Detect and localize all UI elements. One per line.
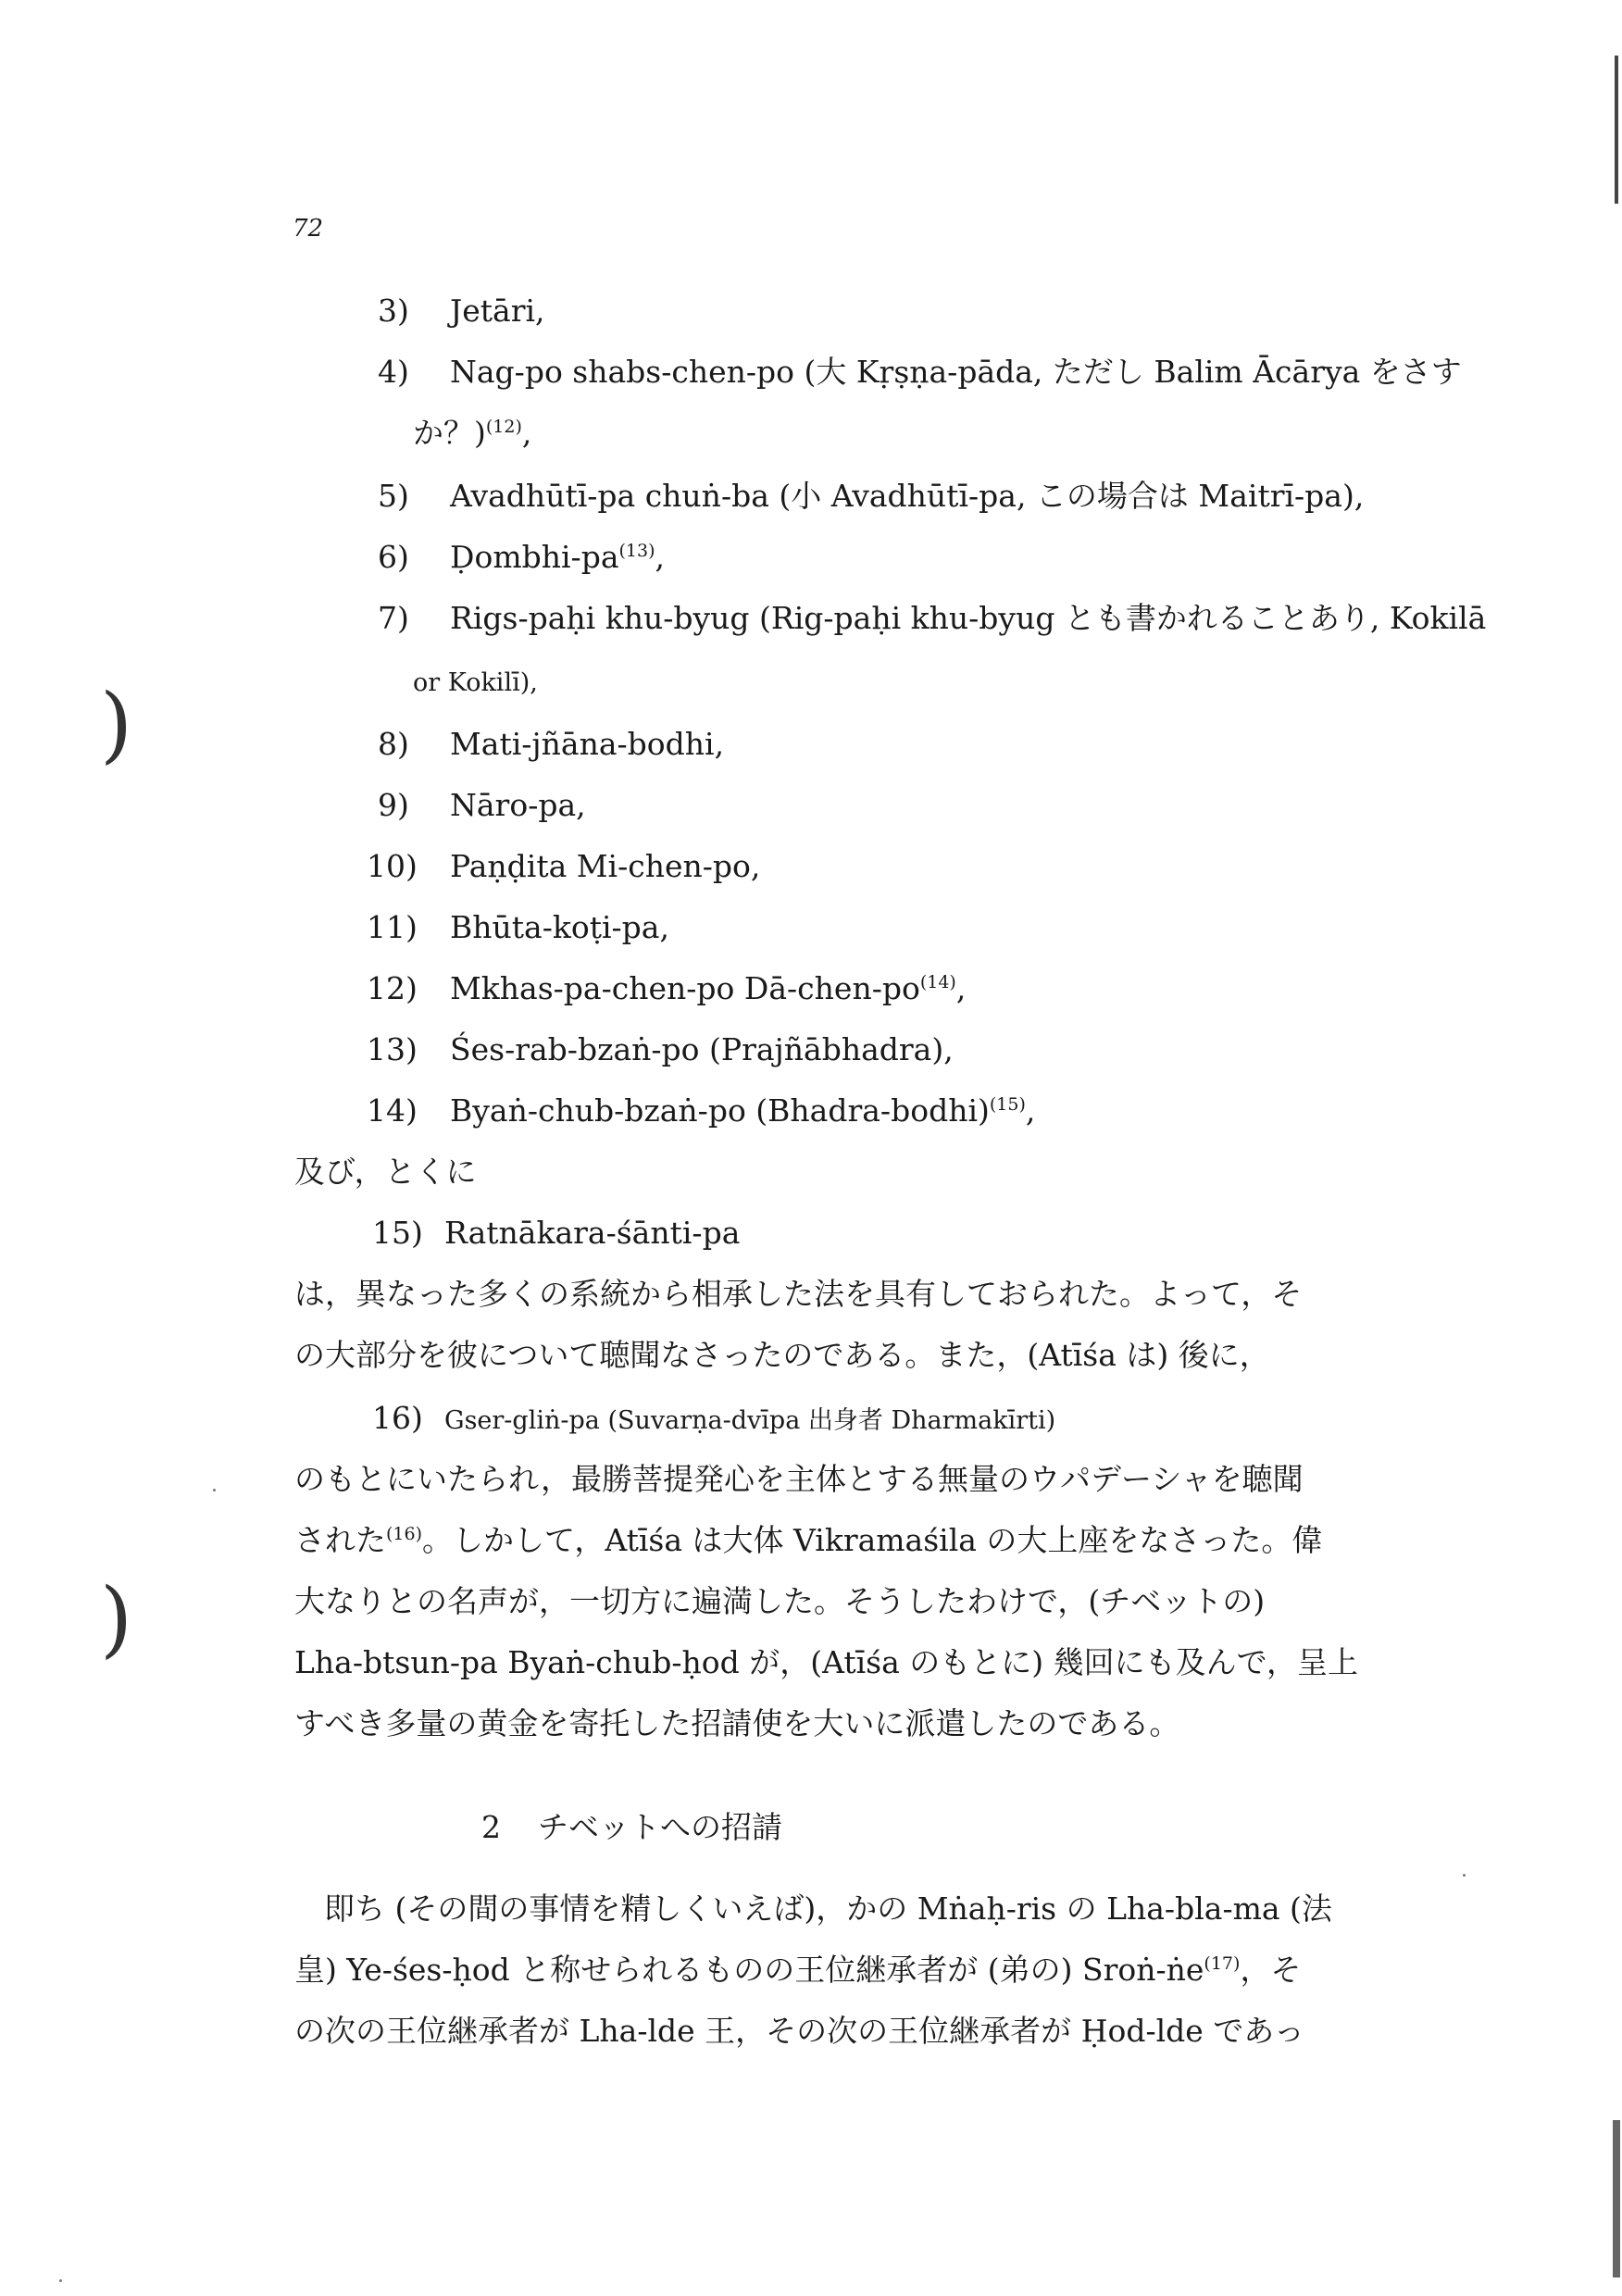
item-number: 4) bbox=[378, 354, 409, 390]
item-number: 13) bbox=[367, 1031, 418, 1067]
item-text: Śes-rab-bzaṅ-po (Prajñābhadra), bbox=[450, 1031, 954, 1067]
item-text: Jetāri, bbox=[450, 293, 545, 329]
item-text: Ḍombhi-pa bbox=[450, 539, 619, 575]
footnote-ref: (15) bbox=[989, 1094, 1026, 1115]
item-text: Bhūta-koṭi-pa, bbox=[450, 909, 669, 945]
list-item bbox=[378, 600, 1486, 637]
paragraph-line: Lha-btsun-pa Byaṅ-chub-ḥod が，(Atīśa のもとに) 幾回にも及んで，呈上 bbox=[294, 1644, 1358, 1680]
item-text: Nag-po shabs-chen-po (大 Kṛṣṇa-pāda, ただし Balim Ācārya をさす bbox=[450, 354, 1462, 390]
list-item bbox=[378, 354, 1462, 391]
item-number: 16) bbox=[372, 1400, 423, 1436]
list-item bbox=[367, 909, 669, 946]
list-item bbox=[367, 848, 760, 885]
binding-hole-mark: ) bbox=[100, 1570, 133, 1667]
item-number: 3) bbox=[378, 293, 409, 329]
list-item-continuation: or Kokilī), bbox=[413, 668, 538, 697]
list-item bbox=[372, 1400, 1055, 1440]
footnote-ref: (16) bbox=[386, 1524, 423, 1544]
item-text: Byaṅ-chub-bzaṅ-po (Bhadra-bodhi) bbox=[450, 1092, 990, 1129]
connector-text: 及び，とくに bbox=[294, 1154, 477, 1190]
item-text: Avadhūtī-pa chuṅ-ba (小 Avadhūtī-pa, この場合は Maitrī-pa), bbox=[450, 478, 1365, 514]
list-item bbox=[378, 726, 724, 763]
footnote-ref: (17) bbox=[1204, 1953, 1241, 1974]
item-text: Paṇḍita Mi-chen-po, bbox=[450, 848, 761, 884]
page-number: 72 bbox=[293, 215, 324, 243]
paragraph-line: 皇) Ye-śes-ḥod と称せられるものの王位継承者が (弟の) Sroṅ-ṅe$^{(17)}$，そ bbox=[294, 1952, 1302, 1988]
list-item bbox=[378, 293, 545, 330]
item-number: 15) bbox=[372, 1215, 423, 1251]
item-number: 10) bbox=[367, 848, 418, 884]
item-number: 8) bbox=[378, 726, 409, 762]
item-number: 5) bbox=[378, 478, 409, 514]
list-item bbox=[378, 787, 586, 824]
item-text: Mkhas-pa-chen-po Dā-chen-po bbox=[450, 970, 920, 1006]
list-item: 6) Ḍombhi-$pa^{(13)}$, bbox=[378, 539, 666, 575]
item-number: 11) bbox=[367, 909, 418, 945]
binding-hole-mark: ) bbox=[100, 676, 133, 773]
paragraph-line: の大部分を彼について聴聞なさったのである。また，(Atīśa は) 後に， bbox=[294, 1337, 1270, 1373]
item-text: Mati-jñāna-bodhi, bbox=[450, 726, 725, 762]
paragraph-line: された$^{(16)}$。しかして，Atīśa は大体 Vikramaśila の大上座をなさった。偉 bbox=[294, 1522, 1323, 1558]
paragraph-line: は，異なった多くの系統から相承した法を具有しておられた。よって，そ bbox=[294, 1276, 1303, 1312]
paragraph-line: のもとにいたられ，最勝菩提発心を主体とする無量のウパデーシャを聴聞 bbox=[294, 1461, 1304, 1497]
list-item-continuation: か？)$^{(12)}$, bbox=[413, 415, 532, 451]
item-text: Nāro-pa, bbox=[450, 787, 586, 823]
item-text: Ratnākara-śānti-pa bbox=[444, 1215, 741, 1251]
item-number: 9) bbox=[378, 787, 409, 823]
item-text: Rigs-paḥi khu-byug (Rig-paḥi khu-byug とも書かれることあり, Kokilā bbox=[450, 600, 1487, 636]
footnote-ref: (13) bbox=[618, 541, 655, 561]
item-number: 6) bbox=[378, 539, 409, 575]
item-number: 7) bbox=[378, 600, 409, 636]
section-number: 2 bbox=[481, 1809, 501, 1845]
list-item: 12) Mkhas-pa-chen-po $Dā-chen-po^{(14)}$, bbox=[367, 970, 967, 1006]
paragraph-line: すべき多量の黄金を寄托した招請使を大いに派遣したのである。 bbox=[294, 1705, 1180, 1741]
scan-edge-shadow bbox=[1615, 56, 1618, 204]
footnote-ref: (12) bbox=[485, 417, 522, 437]
section-title: チベットへの招請 bbox=[538, 1809, 782, 1845]
scan-speck bbox=[1463, 1874, 1466, 1877]
paragraph-line: の次の王位継承者が Lha-lde 王，その次の王位継承者が Ḥod-lde であっ bbox=[294, 2013, 1304, 2049]
item-number: 14) bbox=[367, 1092, 418, 1129]
item-number: 12) bbox=[367, 970, 418, 1006]
paragraph-line: 即ち (その間の事情を精しくいえば)，かの Mṅaḥ-ris の Lha-bla-ma (法 bbox=[324, 1890, 1332, 1927]
scan-edge-shadow bbox=[1613, 2120, 1620, 2277]
section-heading bbox=[481, 1803, 782, 1847]
scan-speck bbox=[59, 2279, 62, 2282]
list-item bbox=[378, 478, 1364, 515]
list-item bbox=[367, 1031, 954, 1068]
footnote-ref: (14) bbox=[919, 972, 956, 992]
paragraph-line: 大なりとの名声が，一切方に遍満した。そうしたわけで，(チベットの) bbox=[294, 1583, 1266, 1619]
list-item bbox=[372, 1215, 740, 1252]
scan-speck bbox=[213, 1489, 216, 1491]
list-item: 14) Byaṅ-chub-bzaṅ-po (Bhadra-bodhi)$^{(15)}$, bbox=[367, 1092, 1036, 1129]
item-text: Gser-gliṅ-pa (Suvarṇa-dvīpa 出身者 Dharmakīrti) bbox=[444, 1406, 1056, 1435]
